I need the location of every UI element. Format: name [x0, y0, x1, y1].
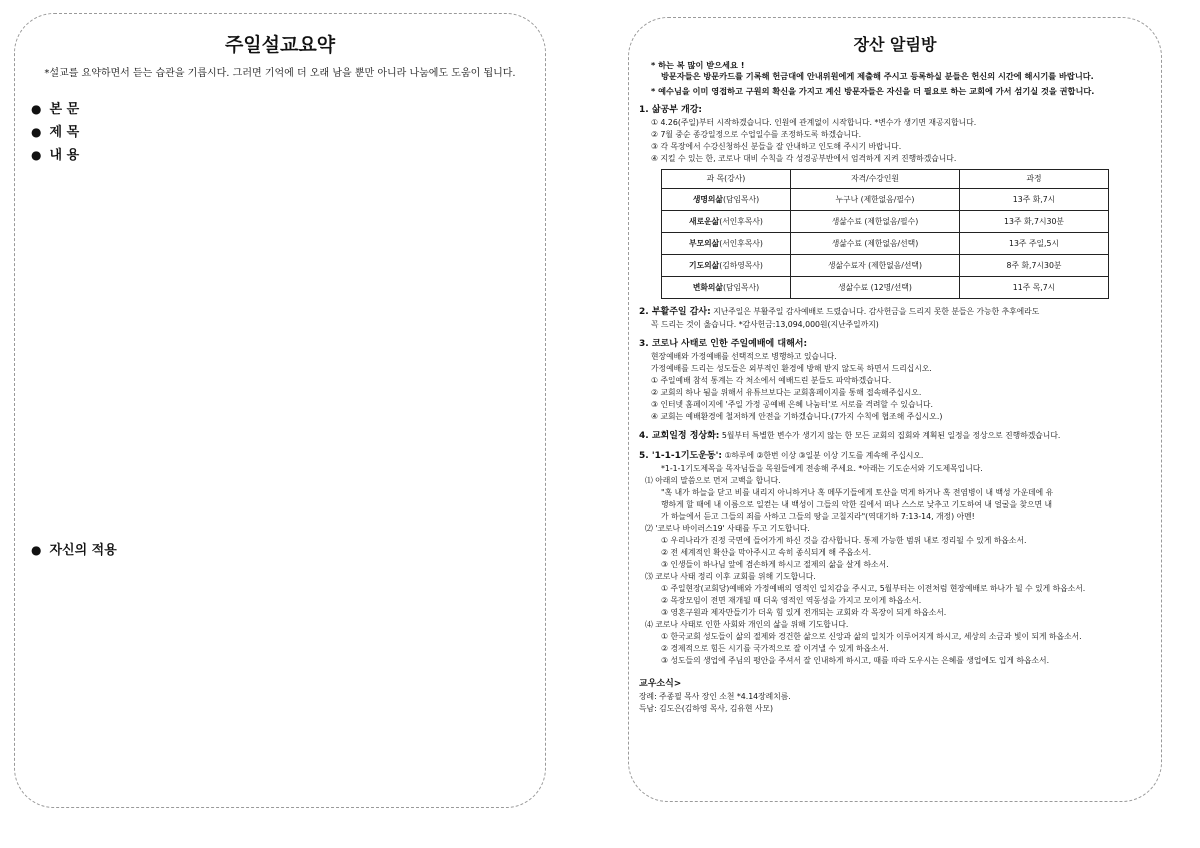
section-5-line: ① 주일현장(교회당)예배와 가정예배의 영적인 일치감을 주시고, 5월부터는 이전처럼 현장예배로 하나가 될 수 있게 하옵소서.: [661, 584, 1086, 593]
section-5: 5. '1-1-1기도운동': ①하루에 ②한번 이상 ③일분 이상 기도를 계속해 주십시오.: [639, 451, 924, 461]
section-5-line: ① 한국교회 성도들이 삶의 절제와 경건한 삶으로 신앙과 삶의 일치가 이루어지게 하시고, 세상의 소금과 빛이 되게 하옵소서.: [661, 632, 1082, 641]
table-cell: 생삶수료 (12명/선택): [791, 277, 960, 299]
section-2: 2. 부활주일 감사: 지난주일은 부활주일 감사예배로 드렸습니다. 감사헌금을 드리지 못한 분들은 가능한 추후에라도: [639, 307, 1040, 317]
announcements-content: [639, 60, 1155, 715]
table-cell: 누구나 (제한없음/필수): [791, 189, 960, 211]
section-5-line: ⑶ 코로나 사태 정리 이후 교회를 위해 기도합니다.: [645, 572, 816, 581]
bullet-dot-icon: ●: [31, 148, 42, 162]
section-1-item: ④ 지킬 수 있는 한, 코로나 대비 수칙을 각 성경공부반에서 엄격하게 지켜 진행하겠습니다.: [651, 154, 957, 163]
table-cell: 생삶수료 (제한없음/필수): [791, 211, 960, 233]
section-5-line: ③ 성도들의 생업에 주님의 평안을 주셔서 잘 인내하게 하시고, 때를 따라 도우시는 은혜를 생업에도 입게 하옵소서.: [661, 656, 1050, 665]
section-3-line: ③ 인터넷 홈페이지에 '주일 가정 공예배 은혜 나눔터'로 서로를 격려할 수 있습니다.: [651, 400, 934, 409]
table-cell: 13주 화,7시: [960, 189, 1109, 211]
section-5-line: ⑷ 코로나 사태로 인한 사회와 개인의 삶을 위해 기도합니다.: [645, 620, 849, 629]
section-5-line: "혹 내가 하늘을 닫고 비를 내리지 아니하거나 혹 메뚜기들에게 토산을 먹게 하거나 혹 전염병이 내 백성 가운데에 유: [661, 488, 1054, 497]
section-3-line: ① 주일예배 참석 통계는 각 처소에서 예배드린 분들도 파악하겠습니다.: [651, 376, 892, 385]
welcome-line-1: * 하는 복 많이 받으세요 !: [651, 60, 745, 70]
bullet-application: ● 자신의 적용: [31, 543, 117, 558]
course-table: [661, 169, 1109, 299]
news-line: 장례: 주종필 목사 장인 소천 *4.14장례치름.: [639, 692, 791, 701]
section-5-line: 행하게 할 때에 내 이름으로 일컫는 내 백성이 그들의 악한 길에서 떠나 스스로 낮추고 기도하여 내 얼굴을 찾으면 내: [661, 500, 1053, 509]
section-1-item: ① 4.26(주일)부터 시작하겠습니다. 인원에 관계없이 시작합니다. *변수가 생기면 재공지합니다.: [651, 118, 977, 127]
welcome-line-2: 방문자들은 방문카드를 기록해 헌금대에 안내위원에게 제출해 주시고 등록하실 분들은 헌신의 시간에 해시기를 바랍니다.: [661, 71, 1094, 81]
table-cell: 11주 목,7시: [960, 277, 1109, 299]
section-5-line: ② 목장모임이 전면 재개될 때 더욱 영적인 역동성을 가지고 모이게 하옵소서.: [661, 596, 922, 605]
section-3-line: ② 교회의 하나 됨을 위해서 유튜브보다는 교회홈페이지를 통해 접속해주십시오.: [651, 388, 922, 397]
sermon-summary-title: 주일설교요약: [224, 34, 336, 56]
bullet-dot-icon: ●: [31, 543, 42, 557]
section-3-line: ④ 교회는 예배환경에 철저하게 안전을 기하겠습니다.(7가지 수칙에 협조해 주십시오.): [651, 412, 943, 421]
bullet-scripture: ● 본 문: [31, 102, 80, 117]
table-row: [662, 255, 1109, 277]
section-5-line: ③ 영혼구원과 제자만들기가 더욱 힘 있게 전개되는 교회와 각 목장이 되게 하옵소서.: [661, 608, 947, 617]
section-1-heading: 1. 삶공부 개강:: [639, 105, 703, 115]
table-header: 자격/수강인원: [791, 170, 960, 189]
announcements-panel: [628, 17, 1162, 802]
table-row: [662, 211, 1109, 233]
table-cell: 변화의삶(담임목사): [662, 277, 791, 299]
section-5-line: ② 경제적으로 힘든 시기를 국가적으로 잘 이겨낼 수 있게 하옵소서.: [661, 644, 889, 653]
section-5-line: ⑵ '코로나 바이러스19' 사태를 두고 기도합니다.: [645, 524, 810, 533]
table-cell: 생삶수료자 (제한없음/선택): [791, 255, 960, 277]
bullet-title: ● 제 목: [31, 125, 80, 140]
table-cell: 기도의삶(김하영목사): [662, 255, 791, 277]
table-cell: 13주 화,7시30분: [960, 211, 1109, 233]
section-5-line: ⑴ 아래의 말씀으로 먼저 고백을 합니다.: [645, 476, 781, 485]
section-2-line: 꼭 드리는 것이 옳습니다. *감사헌금:13,094,000원(지난주일까지): [651, 320, 879, 329]
table-cell: 13주 주일,5시: [960, 233, 1109, 255]
table-row: [662, 189, 1109, 211]
table-cell: 새로운삶(서인후목사): [662, 211, 791, 233]
announcements-title: 장산 알림방: [853, 35, 937, 54]
table-cell: 생명의삶(담임목사): [662, 189, 791, 211]
section-1-item: ③ 각 목장에서 수강신청하신 분들을 잘 안내하고 인도해 주시기 바랍니다.: [651, 142, 902, 151]
table-cell: 부모의삶(서인후목사): [662, 233, 791, 255]
bullet-content: ● 내 용: [31, 148, 80, 163]
section-5-line: *1-1-1기도제목을 목자님들을 목원들에게 전송해 주세요. *아래는 기도순서와 기도제목입니다.: [661, 464, 983, 473]
section-5-line: ③ 인생들이 하나님 앞에 겸손하게 하시고 절제의 삶을 살게 하소서.: [661, 560, 889, 569]
section-5-line: ① 우리나라가 진정 국면에 들어가게 하신 것을 감사합니다. 통제 가능한 범위 내로 정리될 수 있게 하옵소서.: [661, 536, 1027, 545]
welcome-line-3: * 예수님을 이미 영접하고 구원의 확신을 가지고 계신 방문자들은 자신을 더 필요로 하는 교회에 가서 섬기실 것을 권합니다.: [651, 86, 1095, 96]
section-1-item: ② 7월 중순 종강일정으로 수업일수를 조정하도록 하겠습니다.: [651, 130, 862, 139]
table-row: [662, 233, 1109, 255]
section-5-line: ② 전 세계적인 확산을 막아주시고 속히 종식되게 해 주옵소서.: [661, 548, 872, 557]
table-cell: 8주 화,7시30분: [960, 255, 1109, 277]
table-row: [662, 277, 1109, 299]
section-5-line: 가 하늘에서 듣고 그들의 죄를 사하고 그들의 땅을 고칠지라"(역대기하 7:13-14, 개정) 아멘!: [661, 512, 975, 521]
bullet-dot-icon: ●: [31, 125, 42, 139]
table-header: 과 목(강사): [662, 170, 791, 189]
section-3-heading: 3. 코로나 사태로 인한 주일예배에 대해서:: [639, 339, 808, 349]
table-cell: 생삶수료 (제한없음/선택): [791, 233, 960, 255]
bullet-dot-icon: ●: [31, 102, 42, 116]
section-3-line: 가정예배를 드리는 성도들은 외부적인 환경에 방해 받지 않도록 하면서 드리십시오.: [651, 364, 932, 373]
news-line: 득남: 김도은(김하영 목사, 김유현 사모): [639, 704, 774, 713]
table-header-row: [662, 170, 1109, 189]
sermon-summary-subtitle: *설교를 요약하면서 듣는 습관을 기릅시다. 그러면 기억에 더 오래 남을 뿐만 아니라 나눔에도 도움이 됩니다.: [44, 68, 516, 79]
table-header: 과정: [960, 170, 1109, 189]
section-3-line: 현장예배와 가정예배를 선택적으로 병행하고 있습니다.: [651, 352, 837, 361]
news-heading: 교우소식>: [639, 679, 682, 689]
sermon-summary-panel: [14, 13, 546, 808]
section-4: 4. 교회일정 정상화: 5월부터 특별한 변수가 생기지 않는 한 모든 교회의 집회와 계획된 일정을 정상으로 진행하겠습니다.: [639, 431, 1061, 441]
